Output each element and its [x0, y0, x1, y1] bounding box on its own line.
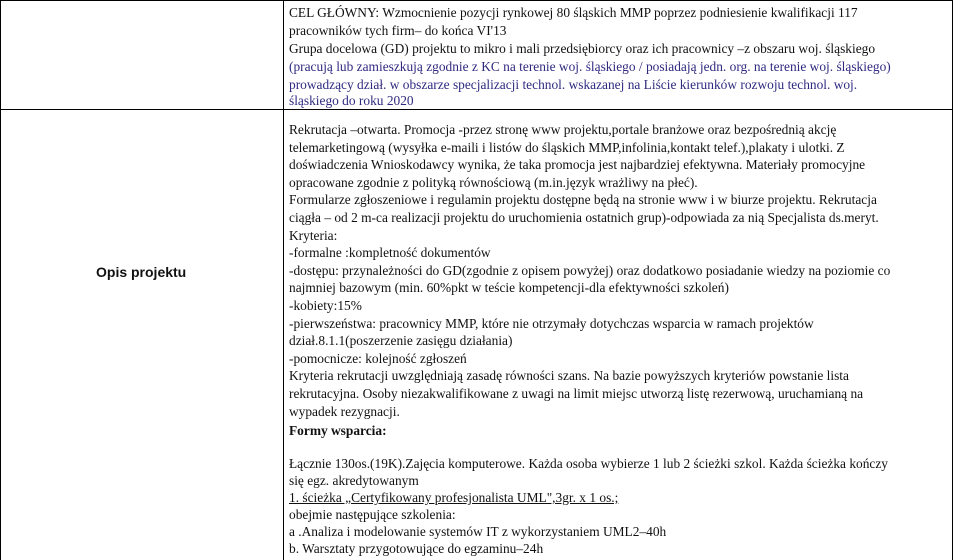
description-line: -kobiety:15%	[289, 298, 362, 313]
description-line: najmniej bazowym (min. 60%pkt w teście kompetencji-dla efektywności szkoleń)	[289, 280, 729, 296]
table-border-right	[952, 0, 953, 560]
training-item-b: b. Warsztaty przygotowujące do egzaminu–24h	[289, 541, 544, 556]
training-includes: obejmie następujące szkolenia:	[289, 507, 456, 522]
description-line: -pomocnicze: kolejność zgłoszeń	[289, 350, 467, 366]
support-total-line-2: się egz. akredytowanym	[289, 473, 419, 488]
table-border-top	[0, 0, 953, 1]
target-group-line-1: Grupa docelowa (GD) projektu to mikro i mali przedsiębiorcy oraz ich pracownicy –z obszaru woj. śląskiego	[289, 41, 876, 56]
table-border-left	[0, 0, 1, 560]
support-total-line-1: Łącznie 130os.(19K).Zajęcia komputerowe. Każda osoba wybierze 1 lub 2 ścieżki szkol. Każda ścieżka kończy	[289, 456, 888, 471]
description-line: ciągła – od 2 m-ca realizacji projektu do uruchomienia ostatnich grup)-odpowiada za nią Specjalista ds.meryt.	[289, 210, 879, 225]
description-line: dział.8.1.1(poszerzenie zasięgu działania)	[289, 333, 513, 349]
goal-line-1: CEL GŁÓWNY: Wzmocnienie pozycji rynkowej 80 śląskich MMP poprzez podniesienie kwalifikacji 117	[289, 5, 858, 20]
description-line: telemarketingową (wysyłka e-maili i listów do śląskich MMP,infolinia,kontakt telef.),plakaty i ulotki. Z	[289, 139, 845, 155]
goal-line-2: pracowników tych firm– do końca VI'13	[289, 23, 507, 38]
description-line: wypadek rezygnacji.	[289, 403, 400, 419]
description-line: doświadczenia Wnioskodawcy wynika, że taka promocja jest najbardziej efektywna. Materiały promocyjne	[289, 157, 866, 173]
description-line: opracowane zgodnie z polityką równościową (m.in.język wrażliwy na płeć).	[289, 174, 698, 190]
description-line: -formalne :kompletność dokumentów	[289, 245, 491, 261]
training-item-a: a .Analiza i modelowanie systemów IT z wykorzystaniem UML2–40h	[289, 524, 667, 539]
description-line: Formularze zgłoszeniowe i regulamin projektu dostępne będą na stronie www i w biurze projektu. Rekrutacja	[289, 192, 877, 208]
description-line: -pierwszeństwa: pracownicy MMP, które nie otrzymały dotychczas wsparcia w ramach projektów	[289, 315, 814, 331]
description-line: Rekrutacja –otwarta. Promocja -przez stronę www projektu,portale branżowe oraz bezpośrednią akcję	[289, 122, 837, 137]
description-line: Kryteria:	[289, 227, 338, 243]
row-label-project-description: Opis projektu	[96, 264, 187, 280]
description-line: -dostępu: przynależności do GD(zgodnie z opisem powyżej) oraz dodatkowo posiadanie wiedzy na poziomie co	[289, 262, 891, 278]
support-forms-heading: Formy wsparcia:	[289, 423, 387, 438]
training-path-1: 1. ścieżka „Certyfikowany profesjonalista UML",3gr. x 1 os.;	[289, 490, 619, 505]
description-line: rekrutacyjna. Osoby niezakwalifikowane z uwagi na limit miejsc utworzą listę rezerwową, uruchamianą na	[289, 386, 864, 401]
target-group-line-3: prowadzący dział. w obszarze specjalizacji technol. wskazanej na Liście kierunków rozwoju technol. woj.	[289, 77, 858, 92]
target-group-line-4: śląskiego do roku 2020	[289, 93, 414, 108]
target-group-line-2: (pracują lub zamieszkują zgodnie z KC na terenie woj. śląskiego / posiadają jedn. org. na terenie woj. śląskiego)	[289, 59, 891, 74]
table-column-divider	[283, 0, 284, 560]
description-line: Kryteria rekrutacji uwzględniają zasadę równości szans. Na bazie powyższych kryteriów powstanie lista	[289, 368, 849, 384]
